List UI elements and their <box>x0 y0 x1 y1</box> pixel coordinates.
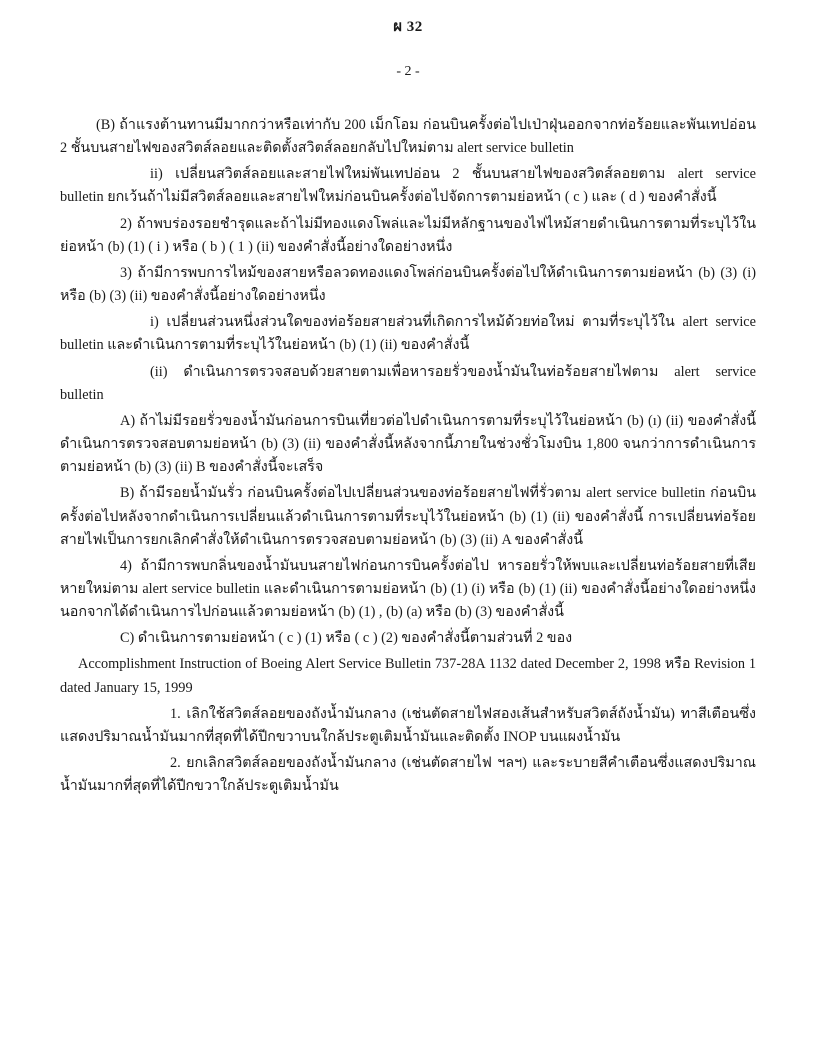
paragraph-text: A) ถ้าไม่มีรอยรั่วของน้ำมันก่อนการบินเที่ยวต่อไปดำเนินการตามที่ระบุไว้ในย่อหน้า (b) (ı) (ii) ของคำสั่งนี้ดำเนินการตรวจสอบตามย่อหน้า (b) (3) (ii) ของคำสั่งนี้หลังจากนี้ภายในช่วงชั่วโมงบิน 1,800 จนกว่าการดำเนินการตามย่อหน้า (b) (3) (ii) B ของคำสั่งนี้จะเสร็จ <box>60 412 756 476</box>
paragraph-text: (B) ถ้าแรงต้านทานมีมากกว่าหรือเท่ากับ 200 เม็กโอม ก่อนบินครั้งต่อไปเป่าฝุ่นออกจากท่อร้อยและพันเทปอ่อน 2 ชั้นบนสายไฟของสวิตส์ลอยและติดตั้งสวิตส์ลอยกลับไปใหม่ตาม alert service bulletin <box>60 117 756 157</box>
paragraph-2-damage <box>60 213 756 259</box>
paragraph-item-1 <box>60 703 756 749</box>
paragraph-bulletin-reference <box>60 653 756 699</box>
paragraph-i-replace-conduit <box>60 311 756 357</box>
document-header: ผ 32 <box>393 19 423 35</box>
paragraph-text: i) เปลี่ยนส่วนหนึ่งส่วนใดของท่อร้อยสายส่วนที่เกิดการไหม้ด้วยท่อใหม่ ตามที่ระบุไว้ใน alert service bulletin และดำเนินการตามที่ระบุไว้ในย่อหน้า (b) (1) (ii) ของคำสั่งนี้ <box>60 314 756 354</box>
paragraph-text: 2. ยกเลิกสวิตส์ลอยของถังน้ำมันกลาง (เช่นตัดสายไฟ ฯลฯ) และระบายสีคำเตือนซึ่งแสดงปริมาณน้ำมันมากที่สุดที่ได้ปีกขวาใกล้ประตูเติมน้ำมัน <box>60 755 756 795</box>
paragraph-text: 1. เลิกใช้สวิตส์ลอยของถังน้ำมันกลาง (เช่นตัดสายไฟสองเส้นสำหรับสวิตส์ถังน้ำมัน) ทาสีเตือนซึ่งแสดงปริมาณน้ำมันมากที่สุดที่ได้ปีกขวาบนใกล้ประตูเติมน้ำมันและติดตั้ง INOP บนแผงน้ำมัน <box>60 705 756 745</box>
document-body <box>60 114 756 798</box>
paragraph-A-no-leak <box>60 410 756 479</box>
paragraph-text: C) ดำเนินการตามย่อหน้า ( c ) (1) หรือ ( c ) (2) ของคำสั่งนี้ตามส่วนที่ 2 ของ <box>120 630 573 647</box>
paragraph-3-burn <box>60 262 756 308</box>
paragraph-B-leak <box>60 482 756 551</box>
paragraph-ii-change-switch <box>60 163 756 209</box>
paragraph-C-accomplishment <box>60 627 756 650</box>
paragraph-4-smell <box>60 555 756 624</box>
paragraph-text: ii) เปลี่ยนสวิตส์ลอยและสายไฟใหม่พันเทปอ่อน 2 ชั้นบนสายไฟของสวิตส์ลอยตาม alert service bulletin ยกเว้นถ้าไม่มีสวิตส์ลอยและสายไฟใหม่ก่อนบินครั้งต่อไปจัดการตามย่อหน้า ( c ) และ ( d ) ของคำสั่งนี้ <box>60 166 756 206</box>
paragraph-text: 4) ถ้ามีการพบกลิ่นของน้ำมันบนสายไฟก่อนการบินครั้งต่อไป หารอยรั่วให้พบและเปลี่ยนท่อร้อยสายที่เสียหายใหม่ตาม alert service bulletin และดำเนินการตามย่อหน้า (b) (1) (i) หรือ (b) (1) (ii) ของคำสั่งนี้อย่างใดอย่างหนึ่ง นอกจากได้ดำเนินการไปก่อนแล้วตามย่อหน้า (b) (1) , (b) (a) หรือ (b) (3) ของคำสั่งนี้ <box>60 557 756 621</box>
paragraph-text: 2) ถ้าพบร่องรอยชำรุดและถ้าไม่มีทองแดงโพล่และไม่มีหลักฐานของไฟไหม้สายดำเนินการตามที่ระบุไว้ในย่อหน้า (b) (1) ( i ) หรือ ( b ) ( 1 ) (ii) ของคำสั่งนี้อย่างใดอย่างหนึ่ง <box>60 215 756 255</box>
paragraph-text: (ii) ดำเนินการตรวจสอบด้วยสายตามเพื่อหารอยรั่วของน้ำมันในท่อร้อยสายไฟตาม alert service bulletin <box>60 363 756 403</box>
paragraph-ii-inspect-leak <box>60 361 756 407</box>
paragraph-text: Accomplishment Instruction of Boeing Alert Service Bulletin 737-28A 1132 dated December 2, 1998 หรือ Revision 1 dated January 15, 1999 <box>60 656 756 696</box>
paragraph-text: B) ถ้ามีรอยน้ำมันรั่ว ก่อนบินครั้งต่อไปเปลี่ยนส่วนของท่อร้อยสายไฟที่รั่วตาม alert service bulletin ก่อนบินครั้งต่อไปหลังจากดำเนินการเปลี่ยนแล้วดำเนินการตามที่ระบุไว้ในย่อหน้า (b) (1) (ii) ของคำสั่งนี้ การเปลี่ยนท่อร้อยสายไฟเป็นการยกเลิกคำสั่งให้ดำเนินการตรวจสอบตามย่อหน้า (b) (3) (ii) A ของคำสั่งนี้ <box>60 485 756 548</box>
paragraph-b-200-ohm <box>60 114 756 160</box>
page-number: - 2 - <box>396 64 420 79</box>
paragraph-text: 3) ถ้ามีการพบการไหม้ของสายหรือลวดทองแดงโพล่ก่อนบินครั้งต่อไปให้ดำเนินการตามย่อหน้า (b) (3) (i) หรือ (b) (3) (ii) ของคำสั่งนี้อย่างใดอย่างหนึ่ง <box>60 264 756 305</box>
paragraph-item-2 <box>60 752 756 798</box>
